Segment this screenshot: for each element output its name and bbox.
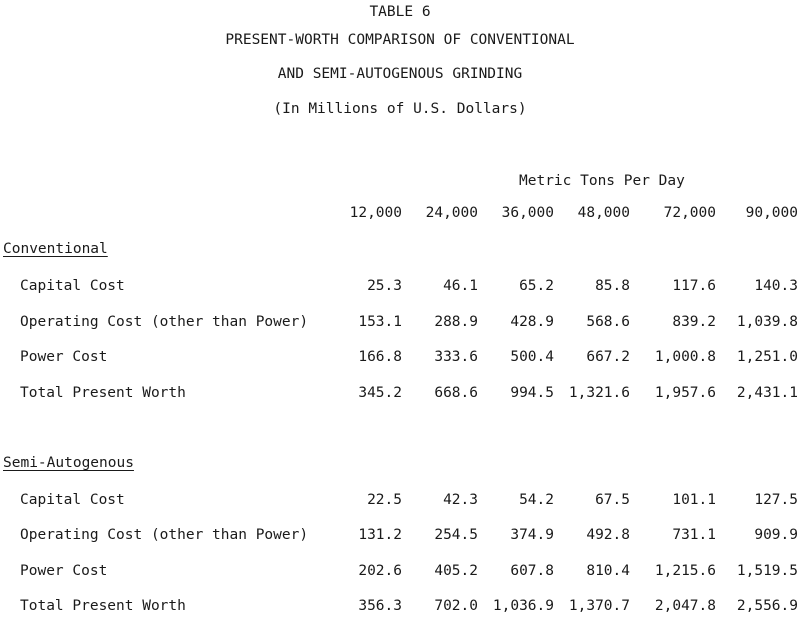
column-header: 90,000 — [745, 205, 798, 221]
table-cell: 333.6 — [434, 349, 478, 365]
table-cell: 46.1 — [443, 278, 478, 294]
row-label: Operating Cost (other than Power) — [20, 314, 309, 330]
column-header: 24,000 — [425, 205, 478, 221]
table-cell: 1,036.9 — [492, 598, 554, 614]
table-row — [0, 563, 800, 585]
section-title: Semi-Autogenous — [3, 455, 134, 471]
table-cell: 22.5 — [367, 492, 402, 508]
table-cell: 909.9 — [754, 527, 798, 543]
table-cell: 2,556.9 — [736, 598, 798, 614]
table-cell: 568.6 — [586, 314, 630, 330]
table-cell: 668.6 — [434, 385, 478, 401]
table-cell: 1,039.8 — [736, 314, 798, 330]
table-cell: 492.8 — [586, 527, 630, 543]
table-row — [0, 349, 800, 371]
row-label: Operating Cost (other than Power) — [20, 527, 309, 543]
table-cell: 25.3 — [367, 278, 402, 294]
row-label: Power Cost — [20, 349, 108, 365]
table-title-line-2: AND SEMI-AUTOGENOUS GRINDING — [277, 66, 523, 82]
table-cell: 54.2 — [519, 492, 554, 508]
table-cell: 667.2 — [586, 349, 630, 365]
table-cell: 166.8 — [358, 349, 402, 365]
row-label: Total Present Worth — [20, 385, 186, 401]
table-row — [0, 278, 800, 300]
table-cell: 67.5 — [595, 492, 630, 508]
row-label: Power Cost — [20, 563, 108, 579]
table-cell: 374.9 — [510, 527, 554, 543]
row-label: Capital Cost — [20, 278, 125, 294]
table-cell: 202.6 — [358, 563, 402, 579]
table-cell: 65.2 — [519, 278, 554, 294]
row-label: Total Present Worth — [20, 598, 186, 614]
table-title-line-1: PRESENT-WORTH COMPARISON OF CONVENTIONAL — [225, 32, 575, 48]
table-cell: 1,321.6 — [568, 385, 630, 401]
section-title: Conventional — [3, 241, 108, 257]
row-label: Capital Cost — [20, 492, 125, 508]
table-cell: 810.4 — [586, 563, 630, 579]
table-row — [0, 527, 800, 549]
table-cell: 42.3 — [443, 492, 478, 508]
table-cell: 702.0 — [434, 598, 478, 614]
table-cell: 839.2 — [672, 314, 716, 330]
table-cell: 140.3 — [754, 278, 798, 294]
units-note: (In Millions of U.S. Dollars) — [273, 101, 527, 117]
table-cell: 345.2 — [358, 385, 402, 401]
column-group-label: Metric Tons Per Day — [519, 173, 685, 189]
table-cell: 1,000.8 — [654, 349, 716, 365]
table-cell: 405.2 — [434, 563, 478, 579]
table-cell: 1,957.6 — [654, 385, 716, 401]
column-header: 72,000 — [663, 205, 716, 221]
column-header: 36,000 — [501, 205, 554, 221]
table-cell: 1,251.0 — [736, 349, 798, 365]
table-cell: 1,215.6 — [654, 563, 716, 579]
table-cell: 153.1 — [358, 314, 402, 330]
table-row — [0, 598, 800, 620]
column-header: 12,000 — [349, 205, 402, 221]
table-cell: 85.8 — [595, 278, 630, 294]
table-cell: 500.4 — [510, 349, 554, 365]
table-cell: 1,519.5 — [736, 563, 798, 579]
table-cell: 607.8 — [510, 563, 554, 579]
table-cell: 428.9 — [510, 314, 554, 330]
table-cell: 994.5 — [510, 385, 554, 401]
table-row — [0, 385, 800, 407]
table-cell: 127.5 — [754, 492, 798, 508]
table-cell: 117.6 — [672, 278, 716, 294]
table-cell: 254.5 — [434, 527, 478, 543]
table-number: TABLE 6 — [369, 4, 431, 20]
column-header: 48,000 — [577, 205, 630, 221]
table-cell: 731.1 — [672, 527, 716, 543]
table-cell: 288.9 — [434, 314, 478, 330]
table-row — [0, 492, 800, 514]
table-cell: 101.1 — [672, 492, 716, 508]
table-cell: 2,047.8 — [654, 598, 716, 614]
table-cell: 1,370.7 — [568, 598, 630, 614]
table-cell: 2,431.1 — [736, 385, 798, 401]
table-cell: 356.3 — [358, 598, 402, 614]
table-cell: 131.2 — [358, 527, 402, 543]
table-row — [0, 314, 800, 336]
